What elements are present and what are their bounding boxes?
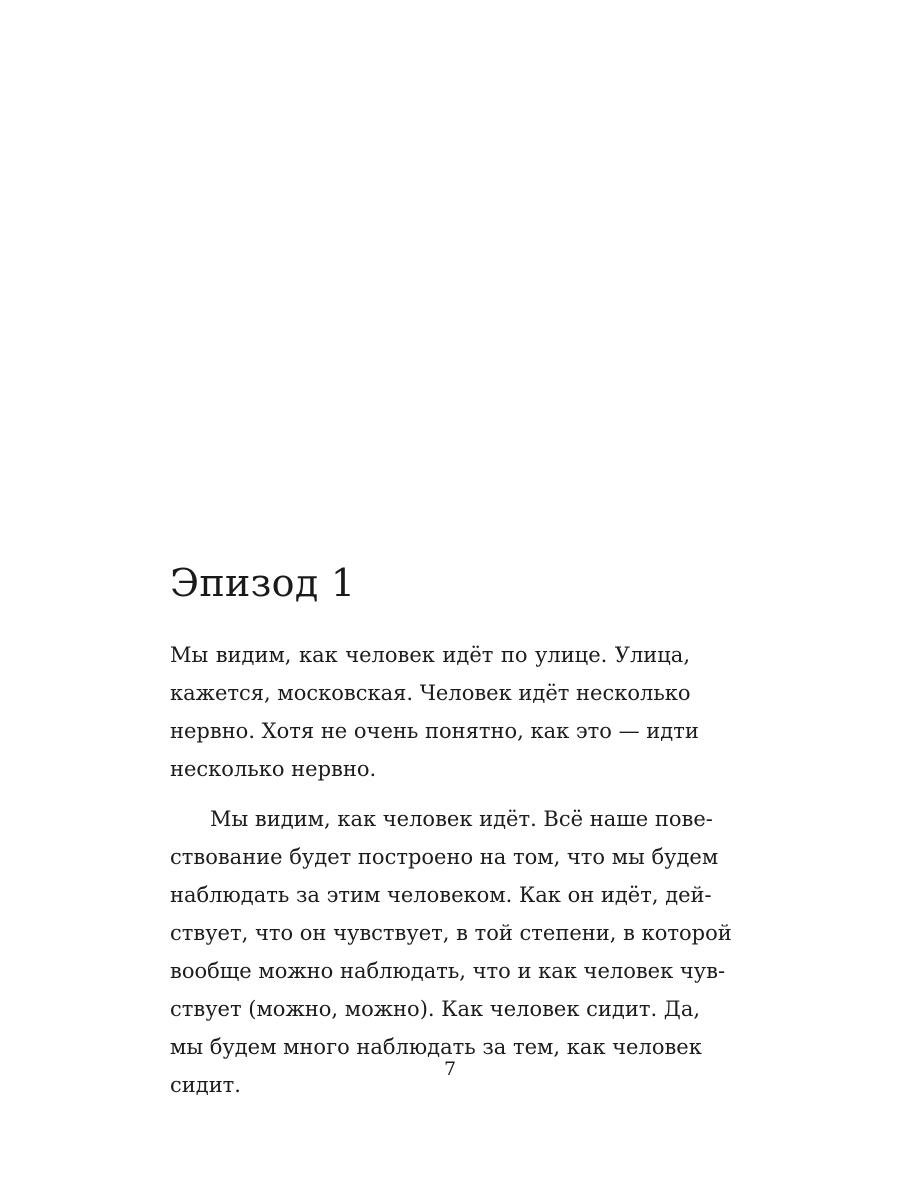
page-number: 7: [443, 1058, 457, 1080]
text-line: кажется, московская. Человек идёт несколько: [170, 681, 691, 705]
text-line: несколько нервно.: [170, 757, 377, 781]
text-line: вообще можно наблюдать, что и как человек чув-: [170, 959, 726, 983]
text-line: Мы видим, как человек идёт по улице. Улица,: [170, 643, 690, 667]
paragraph-1: [170, 636, 699, 788]
paragraph-spacer: [170, 788, 690, 800]
text-line: мы будем много наблюдать за тем, как человек: [170, 1035, 702, 1059]
text-line: нервно. Хотя не очень понятно, как это — идти: [170, 719, 699, 743]
text-line: Мы видим, как человек идёт. Всё наше пове-: [210, 807, 713, 831]
text-line: ствует, что он чувствует, в той степени, в которой: [170, 921, 732, 945]
body-text: [170, 636, 732, 1104]
text-line: ствует (можно, можно). Как человек сидит. Да,: [170, 997, 701, 1021]
text-line: наблюдать за этим человеком. Как он идёт, дей-: [170, 883, 712, 907]
text-line: ствование будет построено на том, что мы будем: [170, 845, 719, 869]
chapter-title: Эпизод 1: [170, 561, 356, 605]
text-line: сидит.: [170, 1073, 241, 1097]
